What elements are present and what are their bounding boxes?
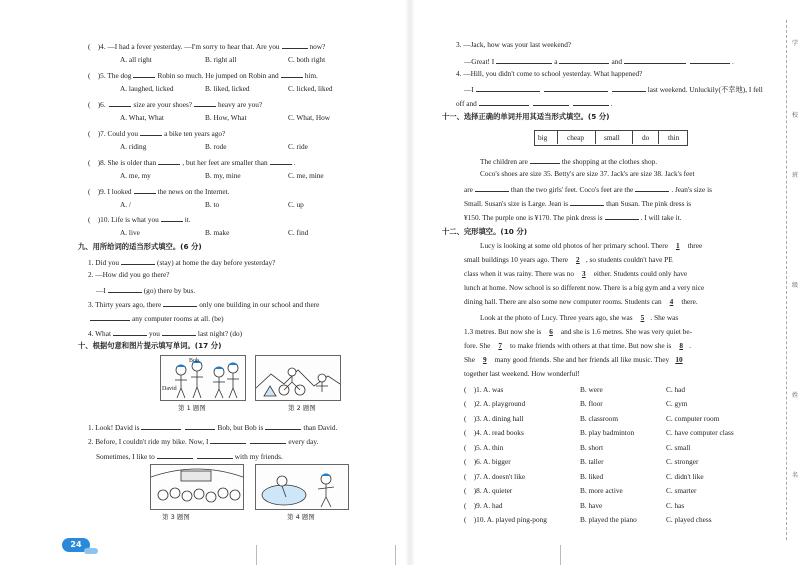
rq4-answer: —I last weekend. Unluckily(不幸地), I fell bbox=[464, 85, 763, 94]
answer-blank[interactable] bbox=[141, 421, 181, 430]
answer-blank[interactable] bbox=[210, 435, 246, 444]
question-6: ( )6. size are your shoes? heavy are you? bbox=[88, 100, 263, 109]
word-separator bbox=[632, 131, 633, 144]
picture-4 bbox=[255, 464, 349, 510]
answer-blank[interactable] bbox=[158, 156, 180, 165]
option-b: B. short bbox=[580, 443, 604, 452]
answer-blank[interactable] bbox=[162, 327, 196, 336]
question-5: ( )5. The dog Robin so much. He jumped on Robin and him. bbox=[88, 71, 318, 80]
option-b: B. How, What bbox=[205, 113, 247, 122]
sec9-item-2-answer: —I (go) there by bus. bbox=[96, 286, 196, 295]
cut-line bbox=[395, 545, 396, 565]
option-c: C. have computer class bbox=[666, 428, 734, 437]
blank-7[interactable]: 7 bbox=[498, 341, 502, 350]
sec10-item-2: 2. Before, I couldn't ride my bike. Now, I every day. bbox=[88, 437, 319, 446]
option-row: ( )5. A. thin bbox=[464, 443, 504, 452]
option-b: B. played the piano bbox=[580, 515, 637, 524]
caption-1: 第 1 题图 bbox=[178, 404, 206, 412]
label-david: David bbox=[162, 386, 177, 392]
word-small: small bbox=[604, 133, 620, 142]
answer-blank[interactable] bbox=[197, 450, 233, 459]
option-c: C. small bbox=[666, 443, 691, 452]
cut-line bbox=[256, 545, 257, 565]
option-c: C. had bbox=[666, 385, 686, 394]
margin-mark: 姓 bbox=[792, 392, 799, 399]
answer-blank[interactable] bbox=[612, 83, 646, 92]
option-b: B. make bbox=[205, 228, 230, 237]
word-separator bbox=[557, 131, 558, 144]
option-c: C. licked, liked bbox=[288, 84, 333, 93]
blank-8[interactable]: 8 bbox=[679, 341, 683, 350]
section-12-title: 十二、完形填空。(10 分) bbox=[442, 227, 528, 236]
option-c: C. smarter bbox=[666, 486, 697, 495]
margin-binding-line bbox=[786, 20, 787, 540]
option-c: C. played chess bbox=[666, 515, 712, 524]
crowd-illustration bbox=[151, 465, 243, 509]
answer-blank[interactable] bbox=[476, 83, 540, 92]
section-9-title: 九、用所给词的适当形式填空。(6 分) bbox=[78, 242, 202, 251]
caption-4: 第 4 题图 bbox=[287, 513, 315, 521]
answer-blank[interactable] bbox=[265, 421, 301, 430]
option-c: C. ride bbox=[288, 142, 308, 151]
answer-blank[interactable] bbox=[559, 55, 609, 64]
margin-mark: 名 bbox=[792, 472, 799, 479]
answer-blank[interactable] bbox=[530, 155, 560, 164]
option-b: B. liked, licked bbox=[205, 84, 250, 93]
option-b: B. rode bbox=[205, 142, 227, 151]
option-c: C. me, mine bbox=[288, 171, 324, 180]
option-b: B. were bbox=[580, 385, 603, 394]
word-big: big bbox=[538, 133, 548, 142]
option-c: C. didn't like bbox=[666, 472, 704, 481]
section-11-title: 十一、选择正确的单词并用其适当形式填空。(5 分) bbox=[442, 112, 610, 121]
sec9-item-4: 4. What you last night? (do) bbox=[88, 329, 243, 338]
option-a: A. all right bbox=[120, 55, 152, 64]
cloze-line-3: class when it was rainy. There was no 3 either. Students could only have bbox=[464, 269, 688, 278]
answer-blank[interactable] bbox=[570, 197, 604, 206]
option-b: B. floor bbox=[580, 399, 603, 408]
picture-1 bbox=[160, 355, 246, 401]
cloze-line-1: Lucy is looking at some old photos of her primary school. There 1 three bbox=[480, 241, 703, 250]
caption-3: 第 3 题图 bbox=[162, 513, 190, 521]
option-b: B. play badminton bbox=[580, 428, 635, 437]
answer-blank[interactable] bbox=[270, 156, 292, 165]
rq3-question: 3. —Jack, how was your last weekend? bbox=[456, 40, 572, 49]
answer-blank[interactable] bbox=[157, 450, 193, 459]
option-b: B. more active bbox=[580, 486, 623, 495]
option-row: ( )10. A. played ping-pong bbox=[464, 515, 547, 524]
option-a: A. riding bbox=[120, 142, 147, 151]
option-a: A. What, What bbox=[120, 113, 164, 122]
answer-blank[interactable] bbox=[690, 55, 730, 64]
picture-2 bbox=[255, 355, 341, 401]
answer-blank[interactable] bbox=[605, 211, 639, 220]
sec10-item-2b: Sometimes, I like to with my friends. bbox=[96, 452, 283, 461]
answer-blank[interactable] bbox=[140, 127, 162, 136]
option-row: ( )2. A. playground bbox=[464, 399, 526, 408]
option-c: C. has bbox=[666, 501, 685, 510]
blank-3[interactable]: 3 bbox=[582, 269, 586, 278]
answer-blank[interactable] bbox=[250, 435, 286, 444]
page-number: 24 bbox=[62, 538, 90, 552]
cut-line bbox=[560, 545, 561, 565]
answer-blank[interactable] bbox=[544, 83, 608, 92]
option-a: A. live bbox=[120, 228, 140, 237]
option-row: ( )3. A. dining hall bbox=[464, 414, 524, 423]
answer-blank[interactable] bbox=[133, 69, 155, 78]
option-a: A. me, my bbox=[120, 171, 151, 180]
sec11-line-2: Coco's shoes are size 35. Betty's are size 37. Jack's are size 38. Jack's feet bbox=[480, 169, 695, 178]
sec10-item-1: 1. Look! David is Bob, but Bob is than David. bbox=[88, 423, 338, 432]
question-7: ( )7. Could you a bike ten years ago? bbox=[88, 129, 226, 138]
answer-blank[interactable] bbox=[113, 327, 147, 336]
page-number-decoration bbox=[84, 548, 98, 554]
question-4: ( )4. —I had a fever yesterday. —I'm sorry to hear that. Are you now? bbox=[88, 42, 326, 51]
rq4-answer-2: off and . bbox=[456, 99, 613, 108]
option-c: C. both right bbox=[288, 55, 326, 64]
answer-blank[interactable] bbox=[185, 421, 215, 430]
cloze-line-10: together last weekend. How wonderful! bbox=[464, 369, 580, 378]
cloze-line-2: small buildings 10 years ago. There 2 , so students couldn't have PE bbox=[464, 255, 673, 264]
cloze-line-4: lunch at home. Now school is so different now. There is a big gym and a very nice bbox=[464, 283, 705, 292]
sec9-item-3b: any computer rooms at all. (be) bbox=[88, 312, 224, 324]
option-a: A. / bbox=[120, 200, 131, 209]
option-c: C. computer room bbox=[666, 414, 720, 423]
sec9-item-1: 1. Did you (stay) at home the day before yesterday? bbox=[88, 258, 276, 267]
bike-riding-illustration bbox=[256, 356, 340, 400]
blank-4[interactable]: 4 bbox=[669, 297, 674, 306]
option-row: ( )7. A. doesn't like bbox=[464, 472, 526, 481]
cloze-line-9: She 9 many good friends. She and her friends all like music. They 10 bbox=[464, 355, 687, 365]
section-10-title: 十、根据句意和图片提示填写单词。(17 分) bbox=[78, 341, 222, 350]
option-b: B. liked bbox=[580, 472, 604, 481]
option-row: ( )1. A. was bbox=[464, 385, 504, 394]
option-row: ( )6. A. bigger bbox=[464, 457, 511, 466]
option-c: C. find bbox=[288, 228, 309, 237]
answer-blank[interactable] bbox=[90, 312, 130, 321]
word-cheap: cheap bbox=[567, 133, 585, 142]
cloze-line-7: 1.3 metres. But now she is 6 and she is 1.6 metres. She was very quiet be- bbox=[464, 327, 692, 336]
cloze-line-8: fore. She 7 to make friends with others at that time. But now she is 8 . bbox=[464, 341, 691, 350]
option-c: C. gym bbox=[666, 399, 688, 408]
option-row: ( )9. A. had bbox=[464, 501, 503, 510]
option-b: B. to bbox=[205, 200, 220, 209]
option-b: B. taller bbox=[580, 457, 604, 466]
blank-1[interactable]: 1 bbox=[675, 241, 680, 250]
sec11-line-1: The children are the shopping at the clothes shop. bbox=[480, 157, 658, 166]
ice-skating-illustration bbox=[256, 465, 348, 509]
book-spine bbox=[406, 0, 414, 565]
answer-blank[interactable] bbox=[281, 69, 303, 78]
answer-blank[interactable] bbox=[194, 98, 216, 107]
label-bob: Bob bbox=[189, 358, 200, 364]
caption-2: 第 2 题图 bbox=[288, 404, 316, 412]
word-separator bbox=[658, 131, 659, 144]
word-do: do bbox=[642, 133, 650, 142]
question-8: ( )8. She is older than , but her feet are smaller than . bbox=[88, 158, 296, 167]
blank-2[interactable]: 2 bbox=[576, 255, 580, 264]
answer-blank[interactable] bbox=[134, 185, 156, 194]
answer-blank[interactable] bbox=[624, 55, 686, 64]
sec11-line-4: Small. Susan's size is Large. Jean is than Susan. The pink dress is bbox=[464, 199, 692, 208]
answer-blank[interactable] bbox=[479, 97, 529, 106]
option-a: A. laughed, licked bbox=[120, 84, 174, 93]
rq4-question: 4. —Hill, you didn't come to school yesterday. What happened? bbox=[456, 69, 643, 78]
word-separator bbox=[595, 131, 596, 144]
option-b: B. classroom bbox=[580, 414, 619, 423]
option-b: B. have bbox=[580, 501, 603, 510]
margin-mark: 级 bbox=[792, 282, 799, 289]
margin-mark: 班 bbox=[792, 172, 799, 179]
answer-blank[interactable] bbox=[108, 284, 142, 293]
margin-mark: 学 bbox=[792, 40, 799, 47]
question-10: ( )10. Life is what you it. bbox=[88, 215, 191, 224]
word-thin: thin bbox=[668, 133, 680, 142]
answer-blank[interactable] bbox=[475, 183, 509, 192]
sec11-line-3: are than the two girls' feet. Coco's feet are the . Jean's size is bbox=[464, 185, 712, 194]
option-b: B. my, mine bbox=[205, 171, 241, 180]
answer-blank[interactable] bbox=[163, 298, 197, 307]
option-c: C. up bbox=[288, 200, 304, 209]
rq3-answer: —Great! I a and . bbox=[464, 57, 734, 66]
cloze-line-6: Look at the photo of Lucy. Three years ago, she was 5 . She was bbox=[480, 313, 679, 322]
answer-blank[interactable] bbox=[161, 213, 183, 222]
question-9: ( )9. I looked the news on the Internet. bbox=[88, 187, 230, 196]
sec9-item-3: 3. Thirty years ago, there only one building in our school and there bbox=[88, 300, 320, 309]
sec9-item-2: 2. —How did you go there? bbox=[88, 270, 170, 279]
cloze-line-5: dining hall. There are also some new computer rooms. Students can 4 there. bbox=[464, 297, 698, 306]
blank-6[interactable]: 6 bbox=[549, 327, 553, 336]
answer-blank[interactable] bbox=[121, 256, 155, 265]
margin-mark: 校 bbox=[792, 112, 799, 119]
answer-blank[interactable] bbox=[573, 97, 609, 106]
answer-blank[interactable] bbox=[635, 183, 669, 192]
picture-3 bbox=[150, 464, 244, 510]
answer-blank[interactable] bbox=[533, 97, 569, 106]
sec11-line-5: ¥150. The purple one is ¥170. The pink dress is . I will take it. bbox=[464, 213, 682, 222]
option-row: ( )4. A. read books bbox=[464, 428, 524, 437]
blank-9[interactable]: 9 bbox=[482, 355, 487, 364]
blank-5[interactable]: 5 bbox=[640, 313, 645, 322]
answer-blank[interactable] bbox=[109, 98, 131, 107]
answer-blank[interactable] bbox=[496, 55, 552, 64]
option-b: B. right all bbox=[205, 55, 237, 64]
blank-10[interactable]: 10 bbox=[675, 355, 683, 364]
option-row: ( )8. A. quieter bbox=[464, 486, 513, 495]
answer-blank[interactable] bbox=[282, 40, 308, 49]
option-c: C. stronger bbox=[666, 457, 699, 466]
option-c: C. What, How bbox=[288, 113, 331, 122]
